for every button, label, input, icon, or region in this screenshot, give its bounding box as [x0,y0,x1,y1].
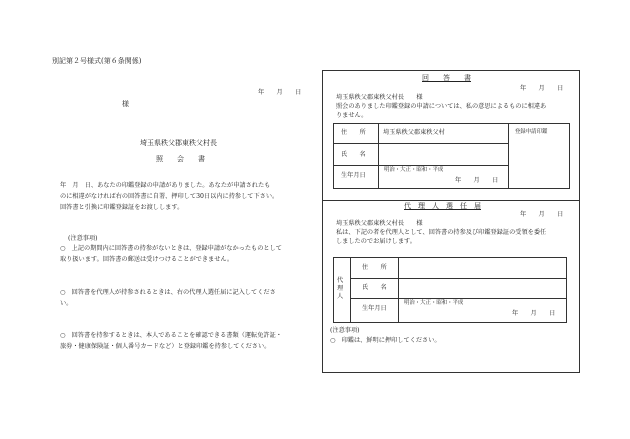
proxy-body-line-2: しましたのでお届けします。 [336,238,416,245]
proxy-birth-date: 年 月 日 [512,310,556,317]
inquiry-note-1-line-1: ○ 上記の期間内に回答書の持参がないときは、登録申請がなかったものとして [60,245,282,252]
inquiry-sender: 埼玉県秩父郡東秩父村長 [140,139,217,147]
proxy-notes-heading: (注意事項) [330,327,360,334]
form-number: 別記第２号様式(第６条関係) [52,57,142,65]
inquiry-title: 照 会 書 [156,155,205,163]
inquiry-note-1-line-2: 取り扱います。回答書の郵送は受けつけることができません。 [60,256,234,263]
inquiry-addressee: 様 [122,100,129,108]
proxy-body-line-1: 私は、下記の者を代理人として、回答書の持参及び印鑑登録証の受領を委任 [336,229,547,236]
inquiry-note-2-line-1: ○ 回答書を代理人が持参されるときは、右の代理人選任届に記入してくださ [60,289,276,296]
section-divider [322,200,579,201]
proxy-side-label: 代理人 [337,277,344,300]
answer-table-col-divider [378,123,379,188]
answer-birth-eras: 明治・大正・昭和・平成 [384,167,444,173]
answer-seal-label: 登録申請印鑑 [515,129,548,135]
answer-table-row-divider-1 [333,143,508,144]
inquiry-note-3-line-2: 旅券・健康保険証・個人番号カードなど）と登録印鑑を持参してください。 [60,343,271,350]
inquiry-body-line-1: 年 月 日、あなたの印鑑登録の申請がありました。あなたが申請されたも [60,182,271,189]
proxy-table-col-divider [398,257,399,322]
proxy-birth-label: 生年月日 [362,305,387,312]
proxy-name-label: 氏 名 [362,284,387,291]
proxy-date: 年 月 日 [520,211,564,218]
answer-to-line: 埼玉県秩父郡東秩父村長 様 [336,94,423,101]
answer-table-row-divider-2 [333,165,508,166]
answer-body-line-2: りません。 [336,112,368,119]
proxy-birth-eras: 明治・大正・昭和・平成 [404,300,464,306]
inquiry-body-line-2: のに相違がなければ右の回答書に自署、押印して30日以内に持参して下さい。 [60,193,279,200]
answer-address-label: 住 所 [341,129,366,136]
proxy-table-row-divider-2 [350,298,566,299]
inquiry-body-line-3: 回答書と引換に印鑑登録証をお渡しします。 [60,204,184,211]
inquiry-notes-heading: (注意事項) [68,235,98,242]
answer-body-line-1: 照会のありました印鑑登録の申請については、私の意思によるものに相違あ [336,103,547,110]
answer-address-value: 埼玉県秩父郡東秩父村 [383,129,445,136]
proxy-to-line: 埼玉県秩父郡東秩父村長 様 [336,220,423,227]
proxy-address-label: 住 所 [362,264,387,271]
inquiry-note-2-line-2: い。 [60,300,73,307]
inquiry-note-3-line-1: ○ 回答書を持参するときは、本人であることを確認できる書類（運転免許証・ [60,332,282,339]
answer-date: 年 月 日 [520,85,564,92]
answer-birth-label: 生年月日 [341,172,366,179]
answer-title: 回 答 書 [422,74,471,82]
inquiry-date: 年 月 日 [258,89,302,96]
proxy-note: ○ 印鑑は、鮮明に押印してください。 [330,337,441,344]
answer-name-label: 氏 名 [341,151,366,158]
answer-table-seal-divider [508,123,509,188]
proxy-table-row-divider-1 [350,278,566,279]
proxy-table-side-divider [350,257,351,322]
answer-birth-date: 年 月 日 [455,177,499,184]
proxy-title: 代 理 人 選 任 届 [404,202,481,210]
